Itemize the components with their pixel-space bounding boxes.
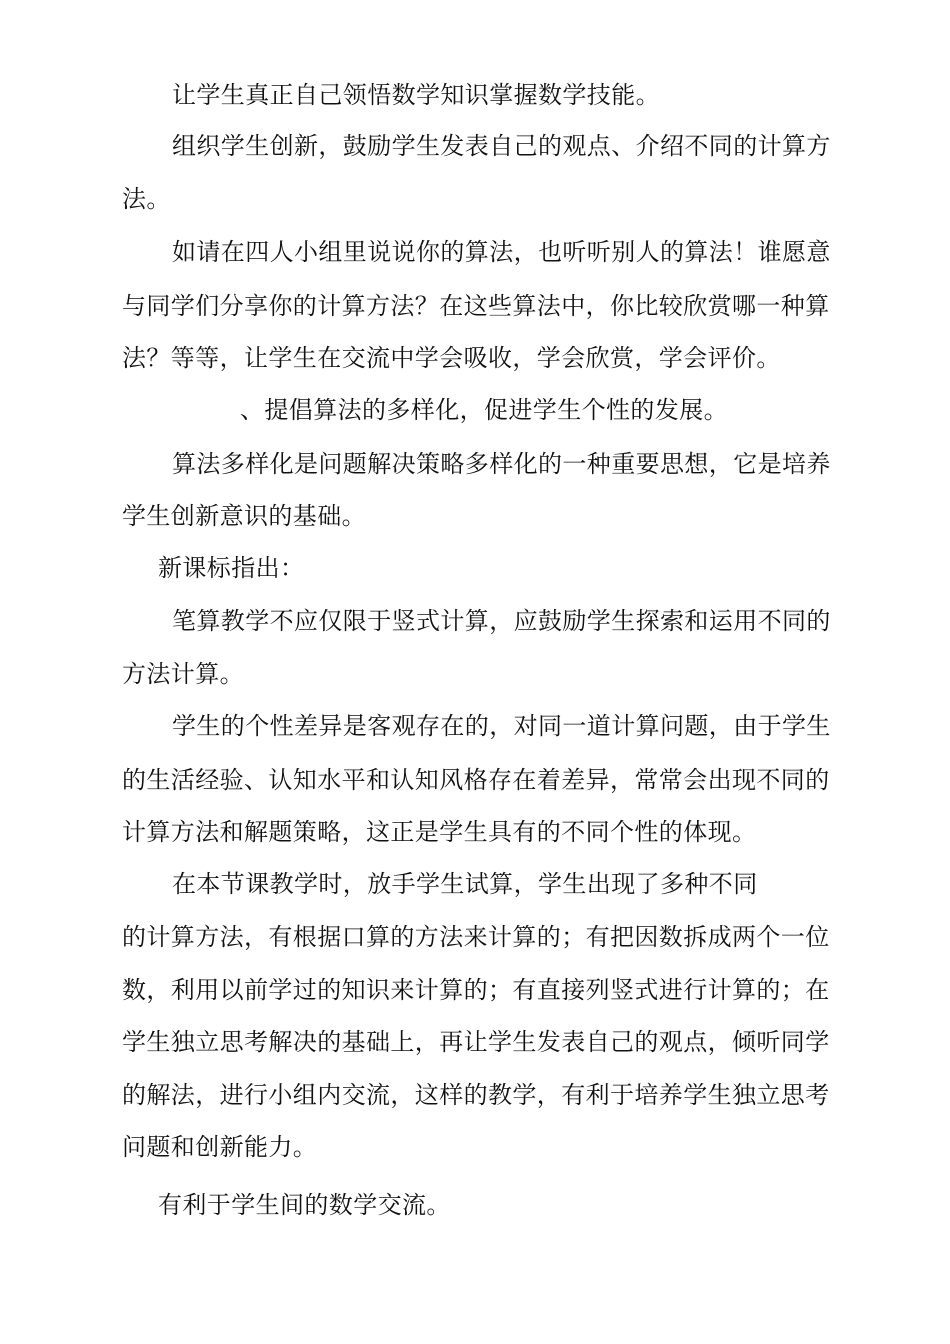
text-line: 的生活经验、认知水平和认知风格存在着差异，常常会出现不同的: [122, 766, 830, 794]
text-line: 笔算教学不应仅限于竖式计算，应鼓励学生探索和运用不同的: [172, 607, 831, 635]
text-line: 的计算方法，有根据口算的方法来计算的；有把因数拆成两个一位: [122, 923, 830, 951]
text-line: 法？等等，让学生在交流中学会吸收，学会欣赏，学会评价。: [122, 344, 781, 372]
text-line: 的解法，进行小组内交流，这样的教学，有利于培养学生独立思考: [122, 1081, 830, 1109]
text-line: 在本节课教学时，放手学生试算，学生出现了多种不同: [172, 870, 758, 898]
text-line: 让学生真正自己领悟数学知识掌握数学技能。: [172, 81, 660, 109]
text-line: 数，利用以前学过的知识来计算的；有直接列竖式进行计算的；在: [122, 976, 830, 1004]
text-line: 新课标指出：: [158, 554, 305, 582]
text-line: 学生创新意识的基础。: [122, 502, 366, 530]
text-line: 学生独立思考解决的基础上，再让学生发表自己的观点，倾听同学: [122, 1028, 830, 1056]
text-line: 有利于学生间的数学交流。: [158, 1191, 451, 1219]
text-line: 问题和创新能力。: [122, 1133, 318, 1161]
text-line: 与同学们分享你的计算方法？在这些算法中，你比较欣赏哪一种算: [122, 292, 830, 320]
text-line: 学生的个性差异是客观存在的，对同一道计算问题，由于学生: [172, 712, 831, 740]
text-line: 算法多样化是问题解决策略多样化的一种重要思想，它是培养: [172, 450, 831, 478]
text-line: 方法计算。: [122, 660, 244, 688]
text-line: 组织学生创新，鼓励学生发表自己的观点、介绍不同的计算方: [172, 132, 831, 160]
text-line: 计算方法和解题策略，这正是学生具有的不同个性的体现。: [122, 818, 757, 846]
text-line: 法。: [122, 185, 171, 213]
text-line: 如请在四人小组里说说你的算法，也听听别人的算法！谁愿意: [172, 238, 831, 266]
section-heading: 、提倡算法的多样化，促进学生个性的发展。: [240, 396, 728, 424]
